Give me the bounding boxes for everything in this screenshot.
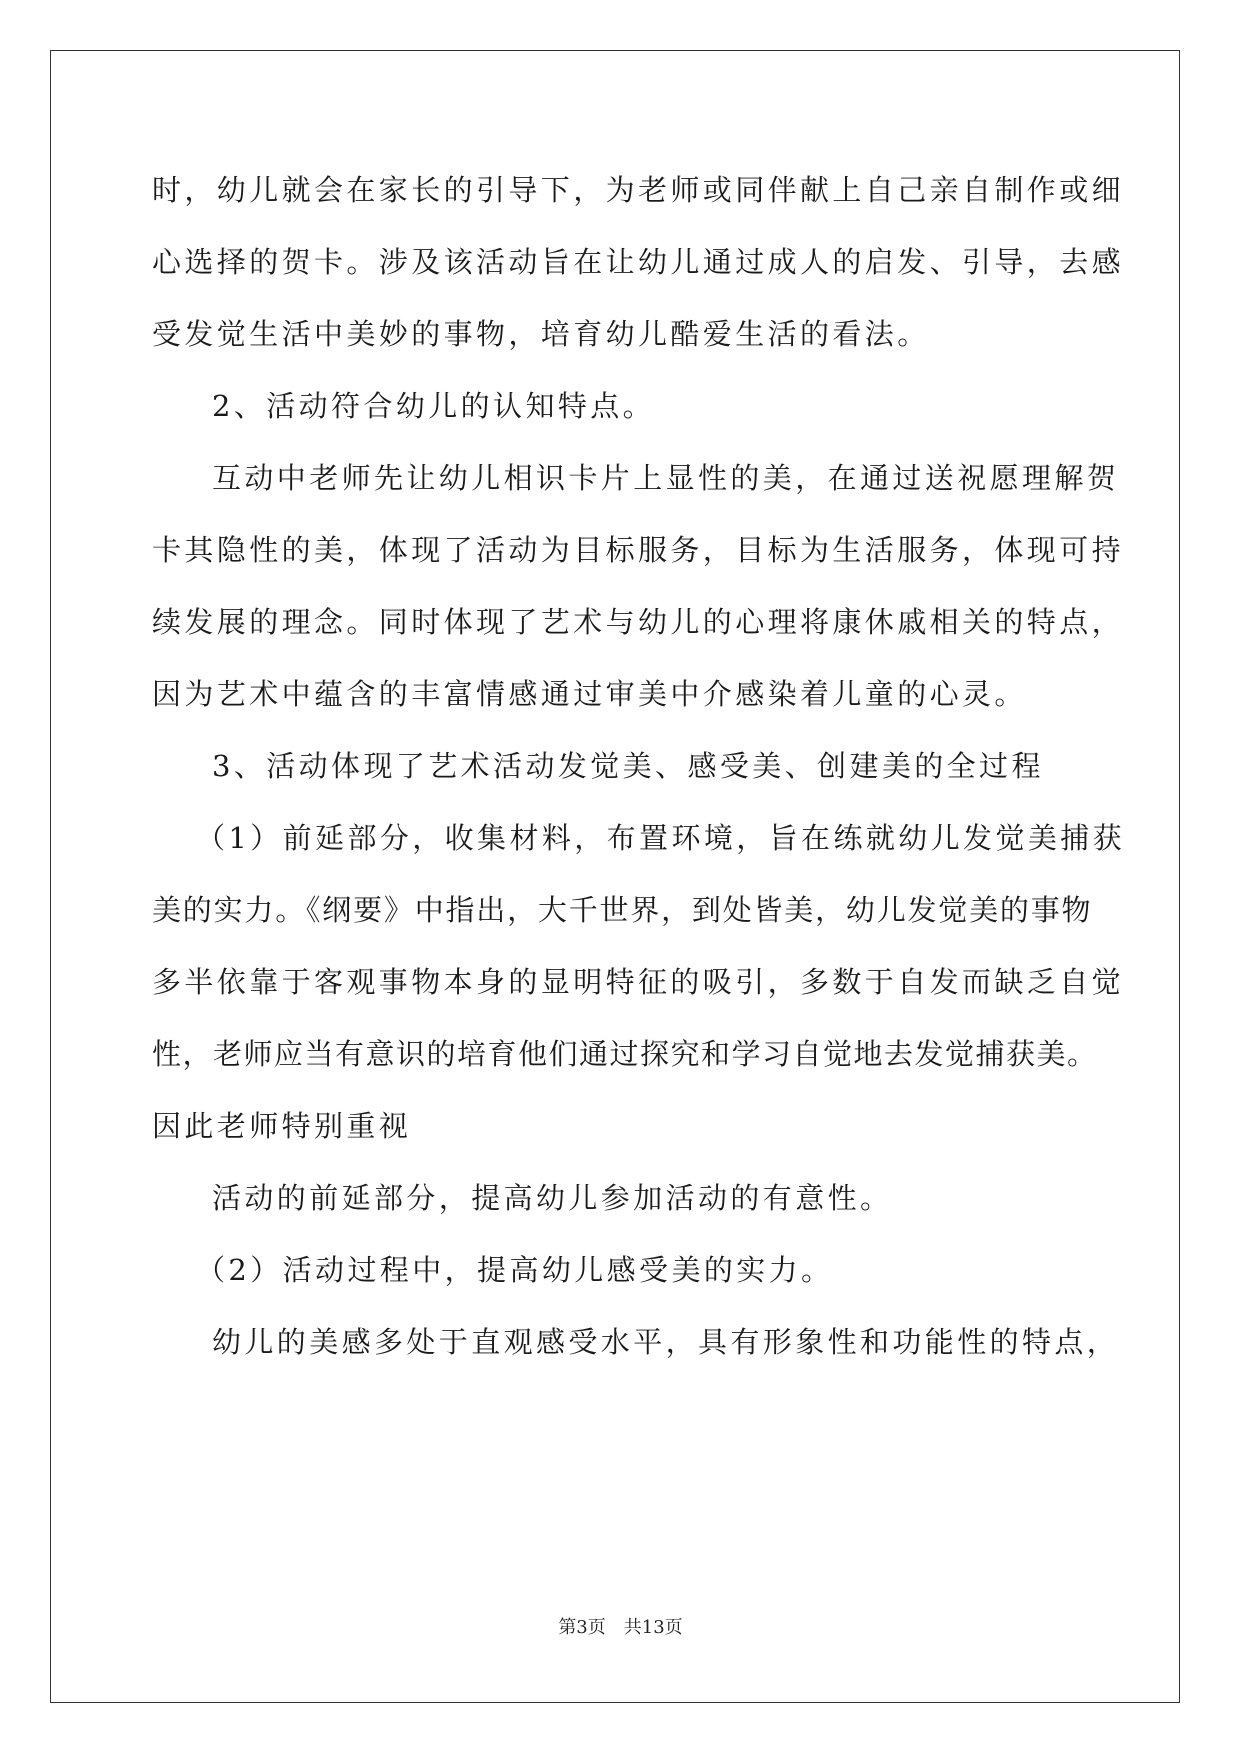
- text-line: 心选择的贺卡。涉及该活动旨在让幼儿通过成人的启发、引导，去感: [152, 245, 1125, 279]
- text-line: 卡其隐性的美，体现了活动为目标服务，目标为生活服务，体现可持: [152, 533, 1125, 567]
- text-line: 幼儿的美感多处于直观感受水平，具有形象性和功能性的特点，: [212, 1325, 1120, 1359]
- text-line: 活动的前延部分，提高幼儿参加活动的有意性。: [212, 1181, 893, 1215]
- text-line: 因此老师特别重视: [152, 1109, 412, 1143]
- text-line: （1）前延部分，收集材料，布置环境，旨在练就幼儿发觉美捕获: [196, 821, 1126, 855]
- text-line: 因为艺术中蕴含的丰富情感通过审美中介感染着儿童的心灵。: [152, 677, 1027, 711]
- text-line: 性，老师应当有意识的培育他们通过探究和学习自觉地去发觉捕获美。: [152, 1037, 1098, 1071]
- text-line: 受发觉生活中美妙的事物，培育幼儿酷爱生活的看法。: [152, 317, 930, 351]
- text-line: 多半依靠于客观事物本身的显明特征的吸引，多数于自发而缺乏自觉: [152, 965, 1125, 999]
- paragraph-heading: 3、活动体现了艺术活动发觉美、感受美、创建美的全过程: [212, 749, 1044, 783]
- text-line: 美的实力。《纲要》中指出，大千世界，到处皆美，幼儿发觉美的事物: [152, 893, 1093, 927]
- text-line: 续发展的理念。同时体现了艺术与幼儿的心理将康休戚相关的特点，: [152, 605, 1125, 639]
- paragraph-heading: （2）活动过程中，提高幼儿感受美的实力。: [196, 1253, 834, 1287]
- page-number-footer: 第3页 共13页: [558, 1617, 683, 1638]
- page-border: [50, 50, 1180, 1703]
- paragraph-heading: 2、活动符合幼儿的认知特点。: [212, 389, 656, 423]
- text-line: 互动中老师先让幼儿相识卡片上显性的美，在通过送祝愿理解贺: [212, 461, 1120, 495]
- text-line: 时，幼儿就会在家长的引导下，为老师或同伴献上自己亲自制作或细: [152, 173, 1125, 207]
